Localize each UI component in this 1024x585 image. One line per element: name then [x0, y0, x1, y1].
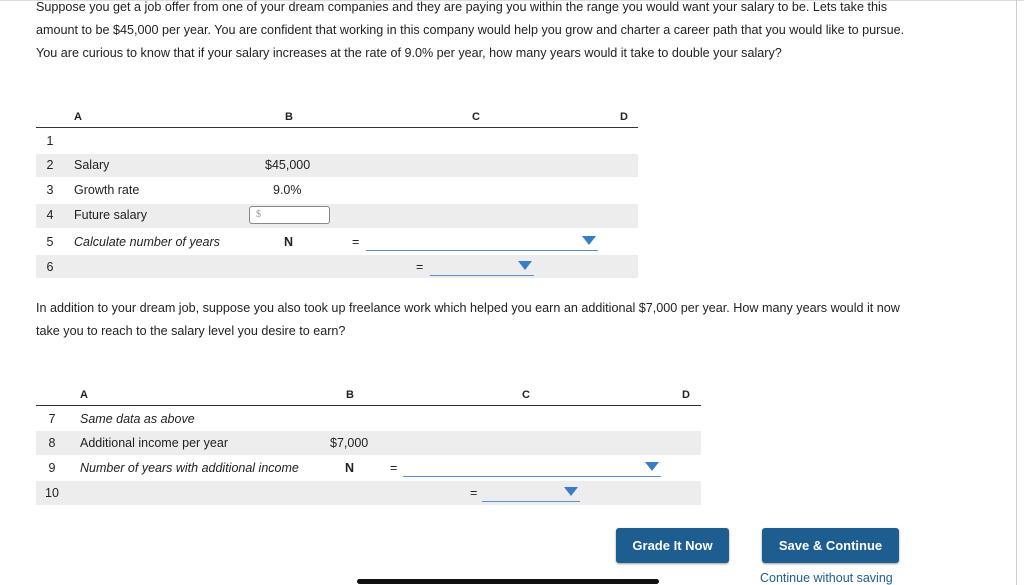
chevron-down-icon — [645, 462, 659, 471]
horizontal-scrollbar[interactable] — [357, 579, 659, 584]
row-number: 7 — [48, 412, 56, 426]
years-variable-n: N — [284, 235, 294, 249]
spreadsheet-1 — [0, 111, 640, 281]
column-header-b: B — [285, 111, 293, 123]
question-paragraph-2: In addition to your dream job, suppose you also took up freelance work which helped you earn an additional $7,000 per year. How many years would it now take you to reach to the salary level you desire to earn? — [36, 301, 900, 338]
years-additional-income-label: Number of years with additional income — [80, 461, 299, 475]
formula-dropdown-row9[interactable] — [403, 462, 661, 477]
calculate-years-label: Calculate number of years — [74, 235, 220, 249]
answer-dropdown-row6[interactable] — [430, 261, 534, 276]
continue-without-saving-link[interactable]: Continue without saving — [760, 571, 893, 585]
years-variable-n: N — [345, 461, 355, 475]
additional-income-value: $7,000 — [330, 436, 369, 450]
answer-dropdown-row10[interactable] — [482, 487, 580, 502]
chevron-down-icon — [582, 236, 596, 245]
question-paragraph-1: Suppose you get a job offer from one of your dream companies and they are paying you within the range you would want your salary to be. Lets take this amount to be $45,000 per year. You are confident that working in this company would help you grow and charter a career path that you would like to pursue. You are curious to know that if your salary increases at the rate of 9.0% per year, how many years would it take to double your salary? — [36, 0, 905, 60]
column-header-d: D — [620, 111, 628, 123]
row-number: 10 — [45, 486, 59, 500]
salary-label: Salary — [74, 158, 110, 172]
row-shade-2 — [36, 154, 638, 177]
column-header-c: C — [522, 389, 530, 401]
column-header-d: D — [682, 389, 690, 401]
future-salary-label: Future salary — [74, 208, 147, 222]
growth-rate-value: 9.0% — [273, 183, 302, 197]
row-shade-6 — [36, 255, 638, 278]
future-salary-input[interactable]: $ — [249, 206, 330, 224]
chevron-down-icon — [564, 487, 578, 496]
same-data-label: Same data as above — [80, 412, 195, 426]
row-number: 9 — [48, 461, 56, 475]
row-number: 4 — [46, 208, 54, 222]
right-border — [1016, 0, 1017, 585]
row-number: 6 — [46, 260, 54, 274]
chevron-down-icon — [518, 261, 532, 270]
equals-sign: = — [390, 461, 398, 475]
column-header-c: C — [472, 111, 480, 123]
row-number: 1 — [46, 134, 54, 148]
row-number: 5 — [46, 235, 54, 249]
row-number: 3 — [46, 183, 54, 197]
row-shade-10 — [36, 481, 701, 505]
column-header-a: A — [74, 111, 82, 123]
grade-it-now-button[interactable]: Grade It Now — [616, 528, 729, 563]
growth-rate-label: Growth rate — [74, 183, 140, 197]
salary-value: $45,000 — [265, 158, 311, 172]
column-header-a: A — [80, 389, 88, 401]
equals-sign: = — [470, 486, 478, 500]
additional-income-label: Additional income per year — [80, 436, 228, 450]
header-rule — [36, 405, 701, 406]
equals-sign: = — [416, 260, 424, 274]
formula-dropdown-row5[interactable] — [366, 236, 598, 251]
equals-sign: = — [352, 235, 360, 249]
header-rule — [36, 127, 638, 128]
spreadsheet-2 — [0, 389, 702, 509]
save-continue-button[interactable]: Save & Continue — [762, 528, 899, 563]
column-header-b: B — [346, 389, 354, 401]
row-number: 2 — [46, 158, 54, 172]
row-number: 8 — [48, 436, 56, 450]
